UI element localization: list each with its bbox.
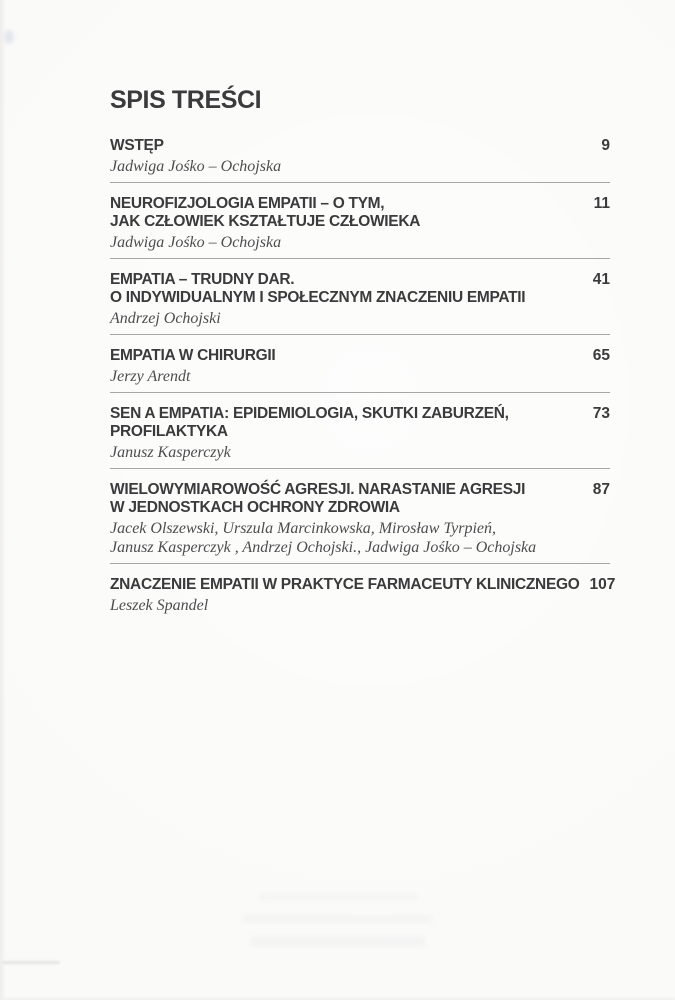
toc-entry-authors (110, 596, 610, 615)
page-showthrough (242, 915, 432, 923)
page-showthrough (258, 893, 418, 901)
toc-entry-author: Janusz Kasperczyk (110, 444, 231, 461)
paper-smudge (2, 961, 60, 964)
toc-entry (110, 335, 610, 393)
paper-speck (4, 30, 14, 44)
page-showthrough (250, 937, 425, 946)
toc-entry-title (110, 405, 509, 441)
toc-entry-row (110, 481, 610, 517)
toc-entry-title (110, 481, 525, 517)
toc-entry-page-number: 9 (601, 137, 610, 154)
toc-entry-title-line: JAK CZŁOWIEK KSZTAŁTUJE CZŁOWIEKA (110, 213, 421, 230)
toc-entry-row (110, 195, 610, 231)
toc-entry-title (110, 347, 275, 365)
toc-entry-author: Jacek Olszewski, Urszula Marcinkowska, Mirosław Tyrpień, (110, 520, 497, 537)
toc-entry-title-line: W JEDNOSTKACH OCHRONY ZDROWIA (110, 499, 400, 516)
toc-entry-title-line: WIELOWYMIAROWOŚĆ AGRESJI. NARASTANIE AGRESJI (110, 481, 526, 498)
toc-entry-title-line: NEUROFIZJOLOGIA EMPATII – O TYM, (110, 195, 385, 212)
toc-entry-title-line: EMPATIA W CHIRURGII (110, 347, 276, 364)
toc-entry-authors (110, 309, 610, 328)
toc-entry-row (110, 405, 610, 441)
toc-entry (110, 183, 610, 259)
toc-entry-row (110, 347, 610, 365)
toc-entry-page-number: 107 (589, 576, 616, 593)
toc-entry (110, 113, 610, 183)
toc-entry-author: Andrzej Ochojski (110, 310, 221, 327)
toc-entry-title-line: SEN A EMPATIA: EPIDEMIOLOGIA, SKUTKI ZABURZEŃ, (110, 405, 509, 422)
scan-edge-bottom (0, 996, 675, 1000)
toc-entry-title (110, 271, 525, 307)
toc-entry-page-number: 11 (593, 195, 610, 212)
toc-entry-authors (110, 443, 610, 462)
toc-entry-author: Leszek Spandel (110, 597, 209, 614)
toc-entry-row (110, 137, 610, 155)
toc-entry-title-line: PROFILAKTYKA (110, 423, 228, 440)
toc-entry-authors (110, 519, 610, 557)
toc-entry-author: Jadwiga Jośko – Ochojska (110, 234, 282, 251)
toc-entry-author: Jerzy Arendt (110, 368, 191, 385)
table-of-contents (110, 86, 616, 621)
scan-edge-left (0, 0, 6, 1000)
toc-entry (110, 564, 616, 621)
toc-entry-title-line: O INDYWIDUALNYM I SPOŁECZNYM ZNACZENIU EMPATII (110, 289, 526, 306)
toc-entries (110, 113, 616, 621)
toc-entry (110, 393, 610, 469)
toc-entry-title-line: ZNACZENIE EMPATII W PRAKTYCE FARMACEUTY KLINICZNEGO (110, 576, 580, 593)
toc-entry (110, 469, 610, 564)
toc-entry-authors (110, 233, 610, 252)
toc-entry-authors (110, 367, 610, 386)
toc-entry-page-number: 41 (592, 271, 610, 288)
toc-entry-author: Janusz Kasperczyk , Andrzej Ochojski., Jadwiga Jośko – Ochojska (110, 539, 537, 556)
toc-entry-row (110, 271, 610, 307)
toc-entry-page-number: 87 (592, 481, 610, 498)
toc-entry-authors (110, 157, 610, 176)
toc-entry-title-line: WSTĘP (110, 137, 164, 154)
toc-entry-title (110, 137, 164, 155)
toc-entry (110, 259, 610, 335)
toc-entry-author: Jadwiga Jośko – Ochojska (110, 158, 282, 175)
toc-entry-title (110, 195, 420, 231)
toc-entry-title-line: EMPATIA – TRUDNY DAR. (110, 271, 295, 288)
toc-entry-row (110, 576, 616, 594)
toc-entry-title (110, 576, 580, 594)
page-title: SPIS TREŚCI (110, 86, 262, 114)
toc-entry-page-number: 65 (592, 347, 610, 364)
toc-entry-page-number: 73 (592, 405, 610, 422)
